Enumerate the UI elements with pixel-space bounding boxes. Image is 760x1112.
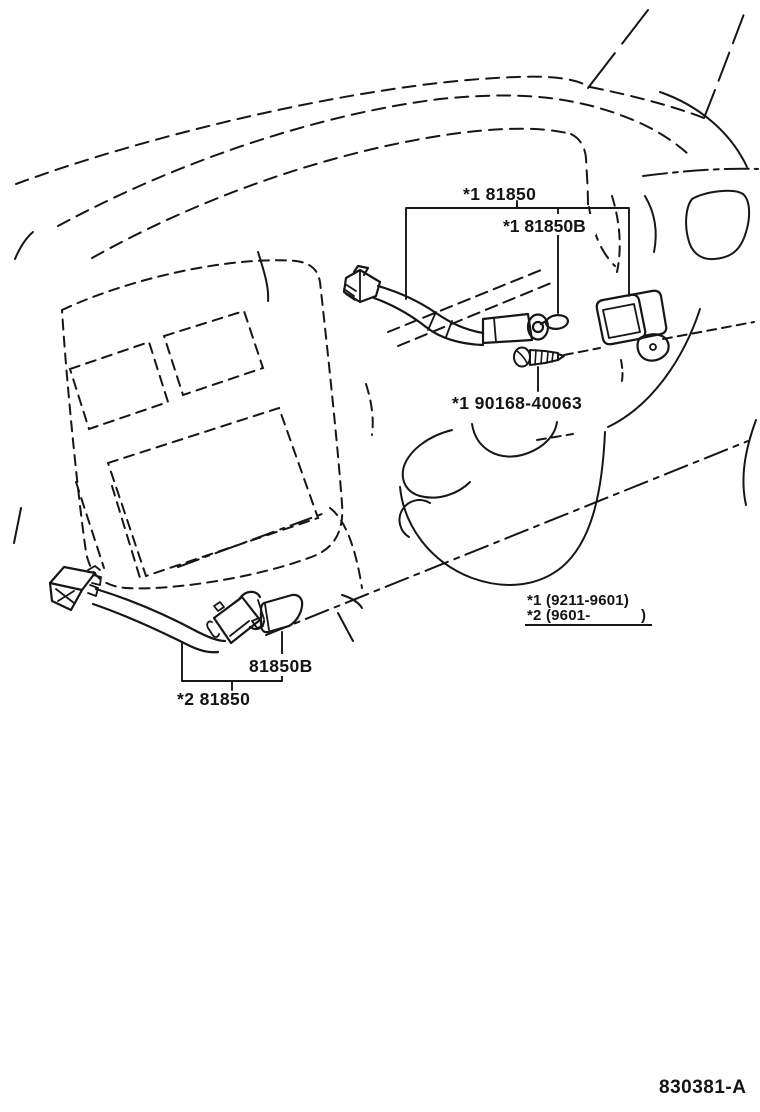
upper-bulb-drawing bbox=[541, 314, 569, 330]
label-lower-bulb: 81850B bbox=[249, 656, 313, 676]
note-line2: *2 (9601- bbox=[527, 607, 591, 624]
note-line2-close: ) bbox=[641, 607, 647, 624]
note-line1: *1 (9211-9601) bbox=[527, 592, 630, 609]
rheostat-unit-drawing bbox=[597, 291, 669, 361]
upper-harness-drawing bbox=[344, 266, 548, 345]
figure-code: 830381-A bbox=[659, 1077, 747, 1098]
label-screw: *1 90168-40063 bbox=[452, 393, 583, 413]
label-lower-assembly: *2 81850 bbox=[177, 689, 251, 709]
upper-socket bbox=[483, 314, 532, 343]
label-upper-bulb: *1 81850B bbox=[503, 216, 586, 236]
label-upper-assembly: *1 81850 bbox=[463, 184, 537, 204]
applicability-notes bbox=[525, 592, 652, 625]
interior-lines bbox=[178, 309, 756, 641]
dashboard-outline bbox=[62, 260, 556, 588]
screw-drawing bbox=[514, 348, 564, 367]
car-body-outline bbox=[14, 10, 758, 543]
lower-wire bbox=[96, 589, 225, 641]
lower-bulb-drawing bbox=[252, 595, 302, 632]
